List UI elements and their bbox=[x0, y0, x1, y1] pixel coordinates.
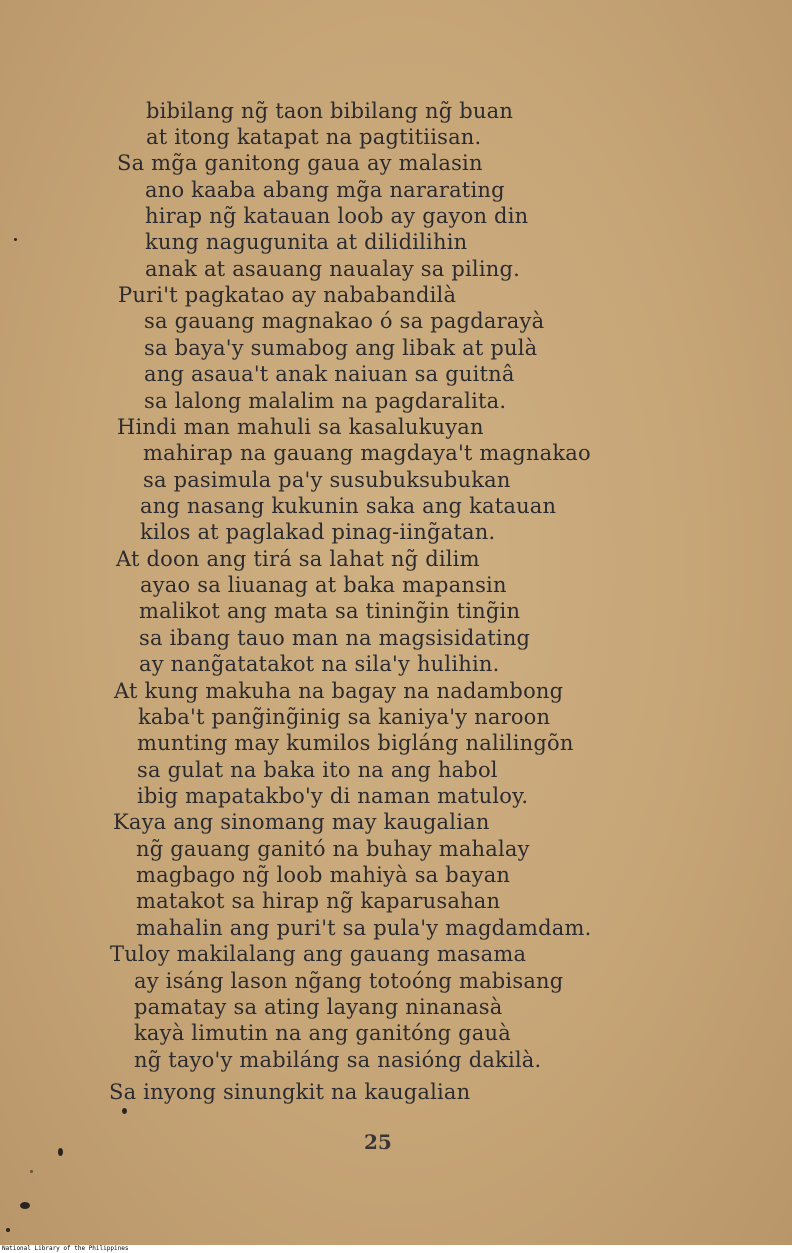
poem-line: ibig mapatakbo'y di naman matuloy. bbox=[137, 784, 529, 808]
poem-line: ay isáng lason ng̃ang totoóng mabisang bbox=[134, 969, 564, 993]
poem-line: ang asaua't anak naiuan sa guitnâ bbox=[144, 362, 515, 386]
poem-line: malikot ang mata sa tining̃in ting̃in bbox=[139, 599, 521, 623]
poem-line: At kung makuha na bagay na nadambong bbox=[114, 679, 564, 703]
poem-line: matakot sa hirap ng̃ kaparusahan bbox=[136, 889, 501, 913]
poem-line: hirap ng̃ katauan loob ay gayon din bbox=[145, 204, 529, 228]
poem-line: Sa inyong sinungkit na kaugalian bbox=[109, 1080, 471, 1104]
poem-line: At doon ang tirá sa lahat ng̃ dilim bbox=[116, 547, 480, 571]
poem-line: sa lalong malalim na pagdaralita. bbox=[144, 389, 507, 413]
poem-line: ng̃ tayo'y mabiláng sa nasióng dakilà. bbox=[134, 1048, 542, 1072]
poem-line: ano kaaba abang mg̃a nararating bbox=[145, 178, 505, 202]
poem-line: sa gauang magnakao ó sa pagdarayà bbox=[144, 309, 545, 333]
ink-speck bbox=[20, 1202, 30, 1209]
poem-line: ang nasang kukunin saka ang katauan bbox=[140, 494, 557, 518]
poem-line: ng̃ gauang ganitó na buhay mahalay bbox=[136, 837, 530, 861]
poem-line: sa ibang tauo man na magsisidating bbox=[139, 626, 531, 650]
ink-speck bbox=[58, 1148, 63, 1156]
poem-line: at itong katapat na pagtitiisan. bbox=[146, 125, 482, 149]
poem-line: magbago ng̃ loob mahiyà sa bayan bbox=[136, 863, 511, 887]
poem-line: kaba't pang̃ing̃inig sa kaniya'y naroon bbox=[138, 705, 551, 729]
poem-line: ayao sa liuanag at baka mapansin bbox=[140, 573, 507, 597]
poem-line: sa baya'y sumabog ang libak at pulà bbox=[144, 336, 538, 360]
poem-line: kung nagugunita at dilidilihin bbox=[145, 230, 468, 254]
poem-line: Hindi man mahuli sa kasalukuyan bbox=[117, 415, 484, 439]
footer-bar bbox=[0, 1245, 792, 1253]
poem-line: pamatay sa ating layang ninanasà bbox=[134, 995, 503, 1019]
poem-line: bibilang ng̃ taon bibilang ng̃ buan bbox=[146, 99, 514, 123]
poem-line: mahirap na gauang magdaya't magnakao bbox=[143, 441, 591, 465]
poem-line: sa pasimula pa'y susubuksubukan bbox=[143, 468, 511, 492]
poem-line: Kaya ang sinomang may kaugalian bbox=[113, 810, 490, 834]
ink-speck bbox=[30, 1170, 33, 1173]
footer-credit: National Library of the Philippines bbox=[2, 1245, 129, 1252]
page-number: 25 bbox=[364, 1130, 392, 1154]
ink-speck bbox=[6, 1228, 10, 1232]
poem-line: Sa mg̃a ganitong gaua ay malasin bbox=[117, 151, 483, 175]
poem-line: ay nang̃atatakot na sila'y hulihin. bbox=[139, 652, 500, 676]
ink-speck bbox=[14, 238, 17, 241]
poem-line: kilos at paglakad pinag-iing̃atan. bbox=[140, 520, 496, 544]
poem-line: mahalin ang puri't sa pula'y magdamdam. bbox=[136, 916, 592, 940]
poem-line: sa gulat na baka ito na ang habol bbox=[137, 758, 498, 782]
poem-line: anak at asauang naualay sa piling. bbox=[145, 257, 520, 281]
poem-line: kayà limutin na ang ganitóng gauà bbox=[134, 1021, 511, 1045]
ink-speck bbox=[122, 1108, 127, 1114]
poem-line: munting may kumilos bigláng nalilingõn bbox=[137, 731, 574, 755]
poem-line: Puri't pagkatao ay nababandilà bbox=[118, 283, 457, 307]
poem-line: Tuloy makilalang ang gauang masama bbox=[110, 942, 527, 966]
